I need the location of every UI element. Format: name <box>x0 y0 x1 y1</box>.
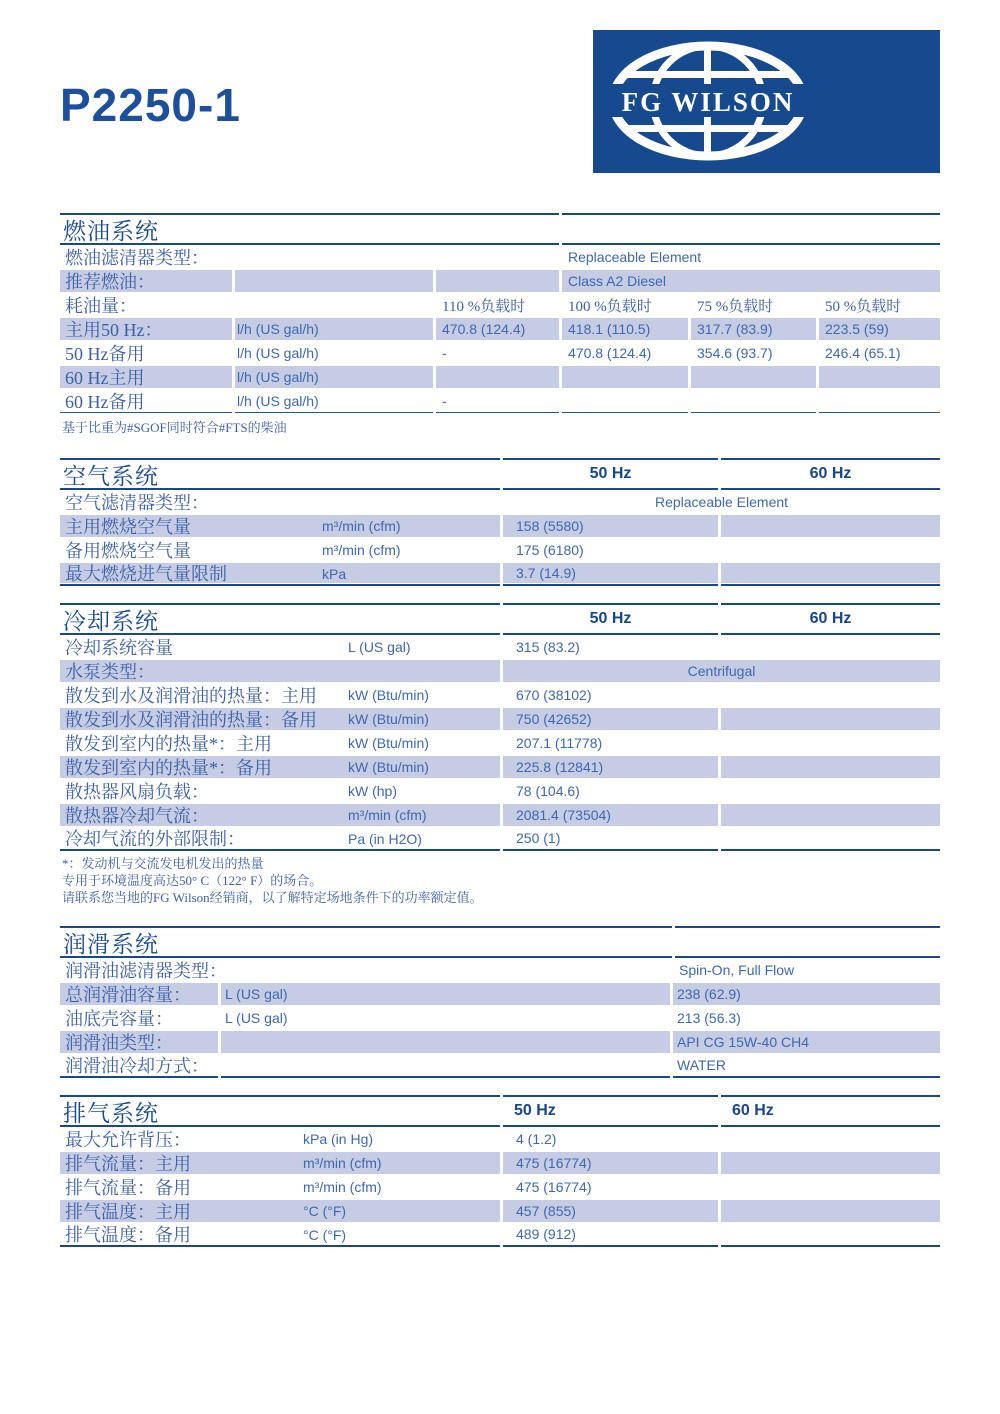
row-label: 排气温度：主用 <box>65 1202 191 1222</box>
value-100 <box>562 389 688 413</box>
row-label: 散热器风扇负载： <box>65 782 209 802</box>
row-label: 最大允许背压： <box>65 1130 191 1150</box>
row-value: Centrifugal <box>503 659 940 683</box>
row-label: 排气流量：主用 <box>65 1154 191 1174</box>
table-row <box>60 707 940 731</box>
value-75 <box>691 365 816 389</box>
value-50hz: 315 (83.2) <box>516 639 580 655</box>
row-label: 润滑油类型： <box>60 1030 218 1054</box>
column-header-50hz: 50 Hz <box>503 603 718 635</box>
globe-logo-icon <box>593 30 940 173</box>
value-60hz <box>721 514 940 538</box>
row-unit: kW (hp) <box>348 783 397 799</box>
row-value: 238 (62.9) <box>673 982 940 1006</box>
table-row <box>60 341 940 365</box>
value-75: 317.7 (83.9) <box>691 317 816 341</box>
value-60hz <box>721 1175 940 1199</box>
value-60hz <box>721 538 940 562</box>
column-header-50hz: 50 Hz <box>503 1095 718 1127</box>
row-unit: kW (Btu/min) <box>348 687 429 703</box>
value-50hz: 457 (855) <box>503 1199 718 1223</box>
row-value: Class A2 Diesel <box>562 269 940 293</box>
value-50hz: 207.1 (11778) <box>516 735 603 751</box>
table-row <box>60 827 940 851</box>
section-header <box>60 458 940 490</box>
row-unit: kW (Btu/min) <box>348 759 429 775</box>
value-60hz <box>721 755 940 779</box>
table-row <box>60 635 940 659</box>
footnote-line: *：发动机与交流发电机发出的热量 <box>62 856 264 871</box>
row-unit: L (US gal) <box>348 639 411 655</box>
row-label: 油底壳容量： <box>65 1009 173 1029</box>
table-row <box>60 958 940 982</box>
value-50hz: 4 (1.2) <box>516 1131 557 1147</box>
row-label: 主用燃烧空气量 <box>65 517 191 537</box>
value-60hz <box>721 1223 940 1247</box>
column-header-60hz: 60 Hz <box>721 603 940 635</box>
value-110 <box>436 365 559 389</box>
load-header-75: 75 %负载时 <box>697 298 774 315</box>
row-label: 散热器冷却气流： <box>65 806 209 826</box>
table-row <box>60 779 940 803</box>
row-unit: m³/min (cfm) <box>303 1179 382 1195</box>
table-row <box>60 562 940 586</box>
value-50hz: 475 (16774) <box>516 1179 592 1195</box>
table-row <box>60 683 940 707</box>
value-50hz: 250 (1) <box>503 827 718 851</box>
row-value: 213 (56.3) <box>677 1010 741 1026</box>
row-unit: L (US gal) <box>221 982 670 1006</box>
row-unit <box>221 1054 670 1078</box>
section-title: 润滑系统 <box>63 931 159 957</box>
value-60hz <box>721 683 940 707</box>
row-unit: Pa (in H2O) <box>348 831 422 847</box>
value-50 <box>819 389 940 413</box>
row-value: Replaceable Element <box>654 494 789 510</box>
value-110: 470.8 (124.4) <box>436 317 559 341</box>
value-60hz <box>721 827 940 851</box>
air-system-section <box>60 458 940 586</box>
section-title: 燃油系统 <box>63 218 159 244</box>
table-row <box>60 269 940 293</box>
cooling-system-section <box>60 603 940 906</box>
value-60hz <box>721 1151 940 1175</box>
footnote-line: 请联系您当地的FG Wilson经销商，以了解特定场地条件下的功率额定值。 <box>62 890 483 905</box>
section-header <box>60 1095 940 1127</box>
column-header-60hz: 60 Hz <box>721 458 940 490</box>
table-row <box>60 803 940 827</box>
table-row <box>60 982 940 1006</box>
row-unit: °C (°F) <box>303 1203 347 1219</box>
row-unit: m³/min (cfm) <box>303 1155 382 1171</box>
value-110: - <box>442 345 447 361</box>
table-row <box>60 659 940 683</box>
row-unit: kPa (in Hg) <box>303 1131 374 1147</box>
row-label: 60 Hz备用 <box>60 389 232 413</box>
load-header-110: 110 %负载时 <box>442 298 526 315</box>
table-row <box>60 1199 940 1223</box>
row-label: 润滑油冷却方式： <box>60 1054 218 1078</box>
row-unit: kW (Btu/min) <box>348 735 429 751</box>
value-60hz <box>721 635 940 659</box>
value-110: - <box>436 389 559 413</box>
row-value: API CG 15W-40 CH4 <box>673 1030 940 1054</box>
table-row <box>60 538 940 562</box>
value-60hz <box>721 1199 940 1223</box>
row-label: 最大燃烧进气量限制 <box>65 564 227 584</box>
value-60hz <box>721 731 940 755</box>
row-label: 润滑油滤清器类型： <box>65 961 227 981</box>
row-label: 散发到水及润滑油的热量：主用 <box>65 686 317 706</box>
table-row <box>60 317 940 341</box>
table-row <box>60 1175 940 1199</box>
row-unit: °C (°F) <box>303 1227 347 1243</box>
row-label: 总润滑油容量： <box>60 982 218 1006</box>
row-unit: m³/min (cfm) <box>322 518 401 534</box>
row-label: 水泵类型： <box>60 659 500 683</box>
row-label: 50 Hz备用 <box>65 344 145 364</box>
row-label: 燃油滤清器类型： <box>65 248 209 268</box>
value-50hz: 175 (6180) <box>516 542 584 558</box>
table-row <box>60 245 940 269</box>
value-50: 246.4 (65.1) <box>825 345 901 361</box>
row-label: 散发到室内的热量*：主用 <box>65 734 272 754</box>
row-label: 推荐燃油： <box>60 269 232 293</box>
table-row <box>60 1223 940 1247</box>
value-60hz <box>721 779 940 803</box>
row-label: 冷却系统容量 <box>65 638 173 658</box>
section-header <box>60 213 940 245</box>
row-label: 60 Hz主用 <box>60 365 232 389</box>
value-75 <box>691 389 816 413</box>
row-unit: l/h (US gal/h) <box>235 389 433 413</box>
row-label: 散发到室内的热量*：备用 <box>65 758 272 778</box>
value-50hz: 475 (16774) <box>503 1151 718 1175</box>
section-title: 空气系统 <box>63 463 159 489</box>
row-unit: l/h (US gal/h) <box>237 345 319 361</box>
value-60hz <box>721 803 940 827</box>
row-unit: kPa <box>322 566 347 582</box>
table-row <box>60 514 940 538</box>
value-50hz: 158 (5580) <box>503 514 718 538</box>
value-60hz <box>721 1127 940 1151</box>
table-row <box>60 490 940 514</box>
fuel-system-section <box>60 213 940 438</box>
value-100: 418.1 (110.5) <box>562 317 688 341</box>
row-label: 备用燃烧空气量 <box>65 541 191 561</box>
value-60hz <box>721 562 940 586</box>
cooling-footnotes <box>60 855 940 906</box>
row-unit: L (US gal) <box>225 1010 288 1026</box>
row-label: 散发到水及润滑油的热量：备用 <box>65 710 317 730</box>
row-label: 空气滤清器类型： <box>65 493 209 513</box>
row-unit: l/h (US gal/h) <box>235 317 433 341</box>
section-header <box>60 926 940 958</box>
table-row <box>60 1030 940 1054</box>
table-row <box>60 1054 940 1078</box>
value-100 <box>562 365 688 389</box>
row-label: 冷却气流的外部限制： <box>65 829 245 849</box>
fuel-footnote: 基于比重为#SGOF同时符合#FTS的柴油 <box>62 420 287 435</box>
logo-text: FG WILSON <box>621 87 795 117</box>
load-header-100: 100 %负载时 <box>568 298 652 315</box>
value-50hz: 489 (912) <box>503 1223 718 1247</box>
table-row <box>60 1127 940 1151</box>
table-row <box>60 1006 940 1030</box>
row-unit: m³/min (cfm) <box>322 542 401 558</box>
value-100: 470.8 (124.4) <box>568 345 652 361</box>
section-title: 冷却系统 <box>63 608 159 634</box>
row-label: 排气温度：备用 <box>65 1225 191 1245</box>
fg-wilson-logo <box>593 30 940 173</box>
table-row <box>60 389 940 413</box>
exhaust-system-section <box>60 1095 940 1247</box>
row-unit: kW (Btu/min) <box>348 711 429 727</box>
load-header-50: 50 %负载时 <box>825 298 902 315</box>
value-50hz: 3.7 (14.9) <box>503 562 718 586</box>
table-row <box>60 365 940 389</box>
value-50: 223.5 (59) <box>819 317 940 341</box>
value-50hz: 750 (42652) <box>503 707 718 731</box>
lubrication-system-section <box>60 926 940 1078</box>
value-50hz: 670 (38102) <box>516 687 592 703</box>
value-50hz: 225.8 (12841) <box>503 755 718 779</box>
value-50hz: 2081.4 (73504) <box>503 803 718 827</box>
table-row <box>60 731 940 755</box>
section-header <box>60 603 940 635</box>
model-title: P2250-1 <box>60 79 241 131</box>
value-60hz <box>721 707 940 731</box>
row-label: 耗油量： <box>65 296 137 316</box>
value-50hz: 78 (104.6) <box>516 783 580 799</box>
row-label: 排气流量：备用 <box>65 1178 191 1198</box>
column-header-50hz: 50 Hz <box>503 458 718 490</box>
table-row <box>60 293 940 317</box>
value-75: 354.6 (93.7) <box>697 345 773 361</box>
footnote-line: 专用于环境温度高达50° C（122° F）的场合。 <box>62 873 323 888</box>
row-value: WATER <box>673 1054 940 1078</box>
column-header-60hz: 60 Hz <box>721 1095 940 1127</box>
row-value: Replaceable Element <box>568 249 702 265</box>
section-title: 排气系统 <box>63 1100 159 1126</box>
table-row <box>60 1151 940 1175</box>
value-50 <box>819 365 940 389</box>
row-unit: l/h (US gal/h) <box>235 365 433 389</box>
row-unit <box>221 1030 670 1054</box>
row-value: Spin-On, Full Flow <box>679 962 795 978</box>
row-unit: m³/min (cfm) <box>348 807 427 823</box>
table-row <box>60 755 940 779</box>
row-label: 主用50 Hz： <box>60 317 232 341</box>
